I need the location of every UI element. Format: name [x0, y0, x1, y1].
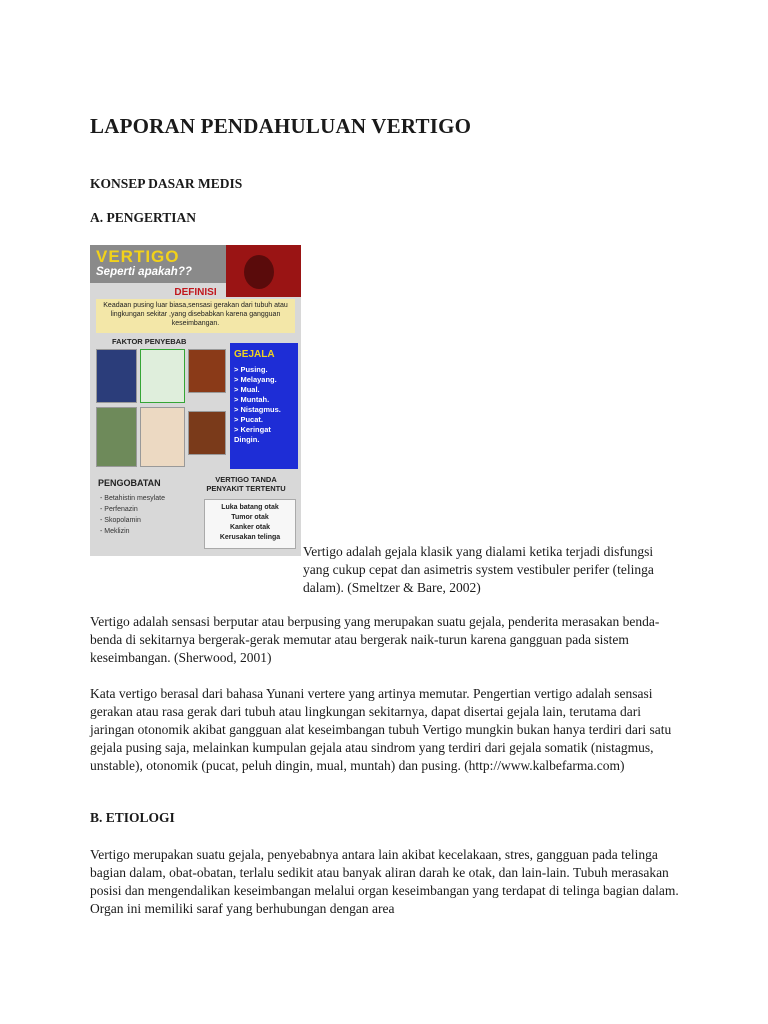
poster-photo-brain [96, 349, 137, 403]
poster-photo-nerves [140, 349, 185, 403]
gejala-item: > Muntah. [234, 395, 270, 404]
section-heading-pengertian: A. PENGERTIAN [90, 210, 197, 225]
pengobatan-item: - Perfenazin [100, 506, 138, 513]
poster-photo-people [96, 407, 137, 467]
poster-definisi-text: Keadaan pusing luar biasa,sensasi gerakan dari tubuh atau lingkungan sekitar ,yang disebabkan karena gangguan keseimbangan. [96, 299, 295, 333]
gejala-item: > Keringat Dingin. [234, 425, 271, 444]
paragraph-1 [90, 543, 682, 597]
gejala-item: > Nistagmus. [234, 405, 281, 414]
vertigo-poster-image [90, 245, 301, 556]
gejala-item: > Melayang. [234, 375, 277, 384]
document-title: LAPORAN PENDAHULUAN VERTIGO [90, 114, 472, 138]
paragraph-4: Vertigo merupakan suatu gejala, penyebabnya antara lain akibat kecelakaan, stres, gangguan pada telinga bagian dalam, obat-obatan, terlalu sedikit atau banyak aliran darah ke otak, dan lain-lain. Tubuh merasakan posisi dan mengendalikan keseimbangan melalui organ keseimbangan yang terdapat di telinga bagian dalam. Organ ini memiliki saraf yang berhubungan dengan area [90, 847, 679, 916]
poster-photo-ear [188, 349, 226, 393]
poster-gejala-list [234, 365, 298, 445]
poster-gejala-box [230, 343, 298, 469]
gejala-item: > Pucat. [234, 415, 263, 424]
pengobatan-item: - Skopolamin [100, 517, 141, 524]
poster-tanda-label: VERTIGO TANDA PENYAKIT TERTENTU [206, 475, 286, 493]
paragraph-3: Kata vertigo berasal dari bahasa Yunani vertere yang artinya memutar. Pengertian vertigo adalah sensasi gerakan atau rasa gerak dari tubuh atau lingkungan sekitarnya, dapat disertai gejala lain, terutama dari jaringan otonomik akibat gangguan alat keseimbangan tubuh Vertigo mungkin bukan hanya terdiri dari satu gejala pusing saja, melainkan kumpulan gejala atau sindrom yang terdiri dari gejala somatik (nistagmus, unstable), otonomik (pucat, peluh dingin, mual, muntah) dan pusing. (http://www.kalbefarma.com) [90, 686, 672, 773]
gejala-item: > Mual. [234, 385, 260, 394]
poster-definisi-label: DEFINISI [174, 287, 217, 298]
poster-photo-food [188, 411, 226, 455]
section-heading-konsep: KONSEP DASAR MEDIS [90, 176, 243, 191]
poster-photo-dizzy-man [140, 407, 185, 467]
gejala-item: > Pusing. [234, 365, 268, 374]
paragraph-text: Vertigo adalah gejala klasik yang dialami ketika terjadi disfungsi yang cukup cepat dan asimetris system vestibuler perifer (telinga dalam). (Smeltzer & Bare, 2002) [303, 544, 654, 595]
paragraph-2: Vertigo adalah sensasi berputar atau berpusing yang merupakan suatu gejala, penderita merasakan benda-benda di sekitarnya bergerak-gerak memutar atau bergerak naik-turun karena gangguan pada sistem keseimbangan. (Sherwood, 2001) [90, 614, 660, 665]
tanda-item: Kanker otak [229, 524, 271, 531]
face-shape [244, 255, 274, 289]
pengobatan-item: - Meklizin [100, 528, 130, 535]
poster-faktor-label: FAKTOR PENYEBAB [112, 337, 187, 346]
poster-subtitle: Seperti apakah?? [96, 266, 192, 278]
poster-pengobatan-list [100, 493, 165, 537]
poster-tanda-list [209, 503, 291, 543]
poster-gejala-label: GEJALA [234, 349, 275, 360]
poster-pengobatan-label: PENGOBATAN [98, 478, 161, 488]
poster-title: VERTIGO [96, 247, 180, 266]
tanda-item: Kerusakan telinga [219, 534, 281, 541]
tanda-item: Tumor otak [231, 514, 269, 521]
poster-tanda-box [204, 499, 296, 549]
section-heading-etiologi: B. ETIOLOGI [90, 810, 175, 825]
pengobatan-item: - Betahistin mesylate [100, 495, 165, 502]
tanda-item: Luka batang otak [221, 504, 279, 511]
